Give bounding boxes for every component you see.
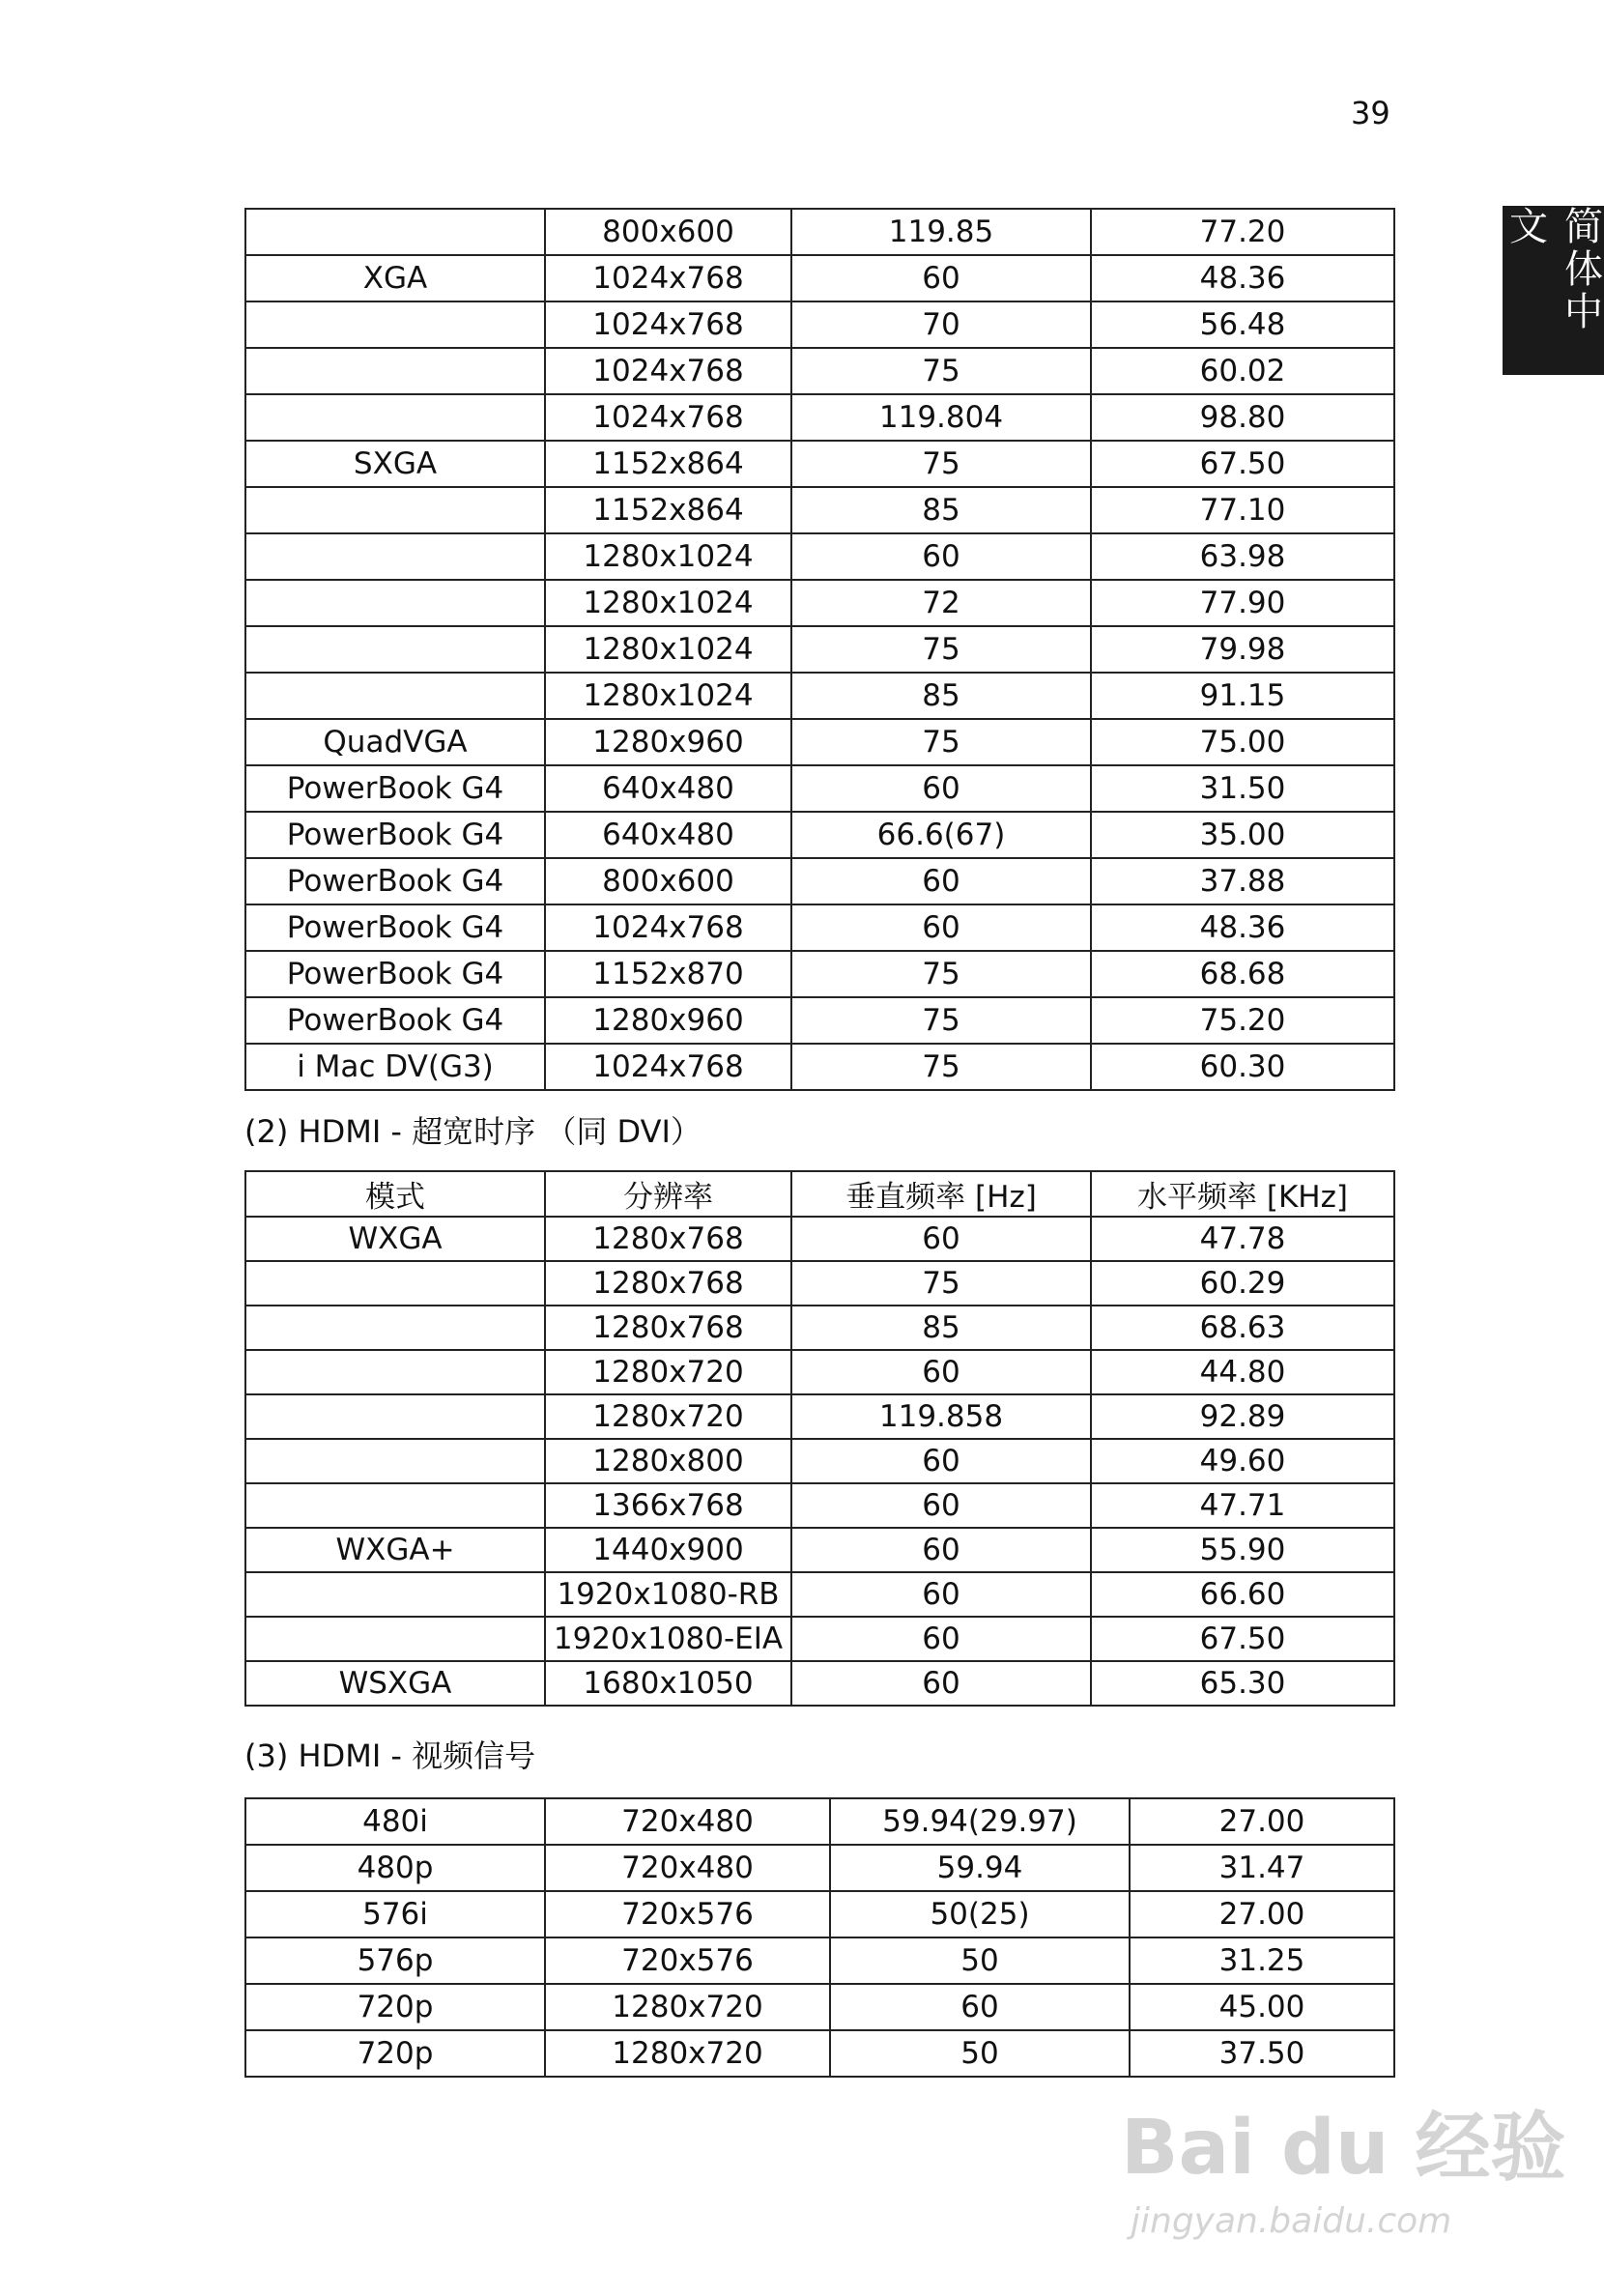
table-cell: 60.02 — [1091, 348, 1394, 394]
table-cell: 720x576 — [545, 1891, 830, 1937]
table-cell: 60 — [791, 255, 1091, 301]
table-cell: 1280x800 — [545, 1439, 791, 1483]
table-cell: 720x480 — [545, 1845, 830, 1891]
table-cell — [245, 348, 545, 394]
table-cell — [245, 580, 545, 626]
table-row — [245, 951, 1394, 997]
table-cell: 119.85 — [791, 209, 1091, 255]
table-cell: 60 — [791, 1528, 1091, 1572]
table-row — [245, 1798, 1394, 1845]
table-cell: 1280x720 — [545, 1394, 791, 1439]
page-number: 39 — [1351, 95, 1390, 131]
table-cell: 31.50 — [1091, 765, 1394, 812]
table-row — [245, 1984, 1394, 2030]
table-cell: XGA — [245, 255, 545, 301]
table-cell: 65.30 — [1091, 1661, 1394, 1706]
table-cell: 800x600 — [545, 209, 791, 255]
table-cell: 1280x768 — [545, 1217, 791, 1261]
table-cell: 119.804 — [791, 394, 1091, 441]
table-cell: 60 — [791, 1572, 1091, 1617]
table-cell — [245, 487, 545, 533]
table-cell: 1152x864 — [545, 441, 791, 487]
table-cell: 66.60 — [1091, 1572, 1394, 1617]
table-cell: 50 — [830, 2030, 1130, 2077]
table-row — [245, 348, 1394, 394]
column-header: 水平频率 [KHz] — [1091, 1171, 1394, 1217]
table-cell: 1024x768 — [545, 904, 791, 951]
table-cell: 75 — [791, 348, 1091, 394]
table-cell: 1280x720 — [545, 1350, 791, 1394]
table-cell: 60 — [791, 765, 1091, 812]
table-row — [245, 1217, 1394, 1261]
table-cell: 85 — [791, 1306, 1091, 1350]
table-cell: 1366x768 — [545, 1483, 791, 1528]
table-cell: 75 — [791, 997, 1091, 1044]
table-cell: 60 — [791, 904, 1091, 951]
table-cell — [245, 1394, 545, 1439]
table-cell: 1024x768 — [545, 1044, 791, 1090]
table-cell: SXGA — [245, 441, 545, 487]
section-heading-hdmi-wide: (2) HDMI - 超宽时序 （同 DVI） — [244, 1113, 702, 1150]
table-cell: 1280x1024 — [545, 580, 791, 626]
table-cell: PowerBook G4 — [245, 858, 545, 904]
table-cell: 60 — [791, 533, 1091, 580]
table-row — [245, 997, 1394, 1044]
table-cell: 1152x870 — [545, 951, 791, 997]
watermark-brand: Bai du 经验 — [1121, 2105, 1566, 2192]
table-cell: 55.90 — [1091, 1528, 1394, 1572]
table-cell: 45.00 — [1130, 1984, 1394, 2030]
table-row — [245, 1845, 1394, 1891]
table-cell: 68.63 — [1091, 1306, 1394, 1350]
table-row — [245, 1617, 1394, 1661]
table-cell: 1920x1080-EIA — [545, 1617, 791, 1661]
table-row — [245, 1044, 1394, 1090]
table-cell: 1024x768 — [545, 255, 791, 301]
hdmi-wide-timing-table — [244, 1170, 1395, 1707]
table-cell: 640x480 — [545, 812, 791, 858]
table-cell: 60 — [791, 1661, 1091, 1706]
table-cell: 75 — [791, 1261, 1091, 1306]
table-cell: PowerBook G4 — [245, 997, 545, 1044]
table-cell — [245, 1483, 545, 1528]
table-cell: 37.50 — [1130, 2030, 1394, 2077]
table-cell: 60 — [791, 1217, 1091, 1261]
table-row — [245, 1937, 1394, 1984]
table-cell: 1440x900 — [545, 1528, 791, 1572]
table-cell: 70 — [791, 301, 1091, 348]
table-cell: 576i — [245, 1891, 545, 1937]
table-cell: 27.00 — [1130, 1798, 1394, 1845]
table-cell: 1280x1024 — [545, 673, 791, 719]
table-cell: 1280x768 — [545, 1306, 791, 1350]
table-cell: 720x576 — [545, 1937, 830, 1984]
table-cell: PowerBook G4 — [245, 951, 545, 997]
table-cell — [245, 1350, 545, 1394]
table-header-row — [245, 1171, 1394, 1217]
table-cell: 59.94 — [830, 1845, 1130, 1891]
table-cell — [245, 301, 545, 348]
table-cell: 63.98 — [1091, 533, 1394, 580]
table-cell: 60 — [830, 1984, 1130, 2030]
table-cell: 56.48 — [1091, 301, 1394, 348]
table-cell: 50 — [830, 1937, 1130, 1984]
table-cell: 47.71 — [1091, 1483, 1394, 1528]
table-cell: 1280x960 — [545, 997, 791, 1044]
table-cell: PowerBook G4 — [245, 904, 545, 951]
watermark-site: jingyan.baidu.com — [1131, 2201, 1452, 2241]
table-cell: 75 — [791, 951, 1091, 997]
table-cell: 800x600 — [545, 858, 791, 904]
table-row — [245, 858, 1394, 904]
table-cell — [245, 626, 545, 673]
table-cell: 640x480 — [545, 765, 791, 812]
table-row — [245, 765, 1394, 812]
table-cell: 1280x960 — [545, 719, 791, 765]
table-cell: 480i — [245, 1798, 545, 1845]
table-row — [245, 904, 1394, 951]
table-cell — [245, 209, 545, 255]
section-heading-hdmi-video: (3) HDMI - 视频信号 — [244, 1737, 536, 1774]
table-cell: 1920x1080-RB — [545, 1572, 791, 1617]
table-row — [245, 301, 1394, 348]
table-cell: 67.50 — [1091, 1617, 1394, 1661]
table-cell: 720p — [245, 1984, 545, 2030]
table-cell: 60.29 — [1091, 1261, 1394, 1306]
table-cell: 60 — [791, 1483, 1091, 1528]
table-cell — [245, 1261, 545, 1306]
table-cell: 66.6(67) — [791, 812, 1091, 858]
table-cell: 27.00 — [1130, 1891, 1394, 1937]
table-cell — [245, 1306, 545, 1350]
table-cell: 75.00 — [1091, 719, 1394, 765]
table-cell: 60 — [791, 1439, 1091, 1483]
side-tab-label: 简体中文 — [1503, 206, 1603, 333]
table-cell: 1280x720 — [545, 1984, 830, 2030]
table-cell: 480p — [245, 1845, 545, 1891]
table-cell: 1280x720 — [545, 2030, 830, 2077]
table-cell: 1024x768 — [545, 394, 791, 441]
vga-timing-table — [244, 208, 1395, 1091]
table-cell: 48.36 — [1091, 255, 1394, 301]
table-row — [245, 1528, 1394, 1572]
table-cell: 35.00 — [1091, 812, 1394, 858]
table-cell: 31.47 — [1130, 1845, 1394, 1891]
table-cell: 77.90 — [1091, 580, 1394, 626]
column-header: 模式 — [245, 1171, 545, 1217]
table-cell: 49.60 — [1091, 1439, 1394, 1483]
table-cell: 92.89 — [1091, 1394, 1394, 1439]
table-cell: 1680x1050 — [545, 1661, 791, 1706]
table-cell: WXGA — [245, 1217, 545, 1261]
table-cell: 67.50 — [1091, 441, 1394, 487]
table-cell: 91.15 — [1091, 673, 1394, 719]
table-cell: i Mac DV(G3) — [245, 1044, 545, 1090]
table-cell: 75 — [791, 441, 1091, 487]
table-row — [245, 441, 1394, 487]
table-cell: 1280x768 — [545, 1261, 791, 1306]
hdmi-video-signal-table — [244, 1797, 1395, 2078]
table-cell: WXGA+ — [245, 1528, 545, 1572]
table-cell: QuadVGA — [245, 719, 545, 765]
table-cell: 75.20 — [1091, 997, 1394, 1044]
table-row — [245, 394, 1394, 441]
table-cell — [245, 394, 545, 441]
table-row — [245, 1661, 1394, 1706]
column-header: 垂直频率 [Hz] — [791, 1171, 1091, 1217]
table-cell: 85 — [791, 487, 1091, 533]
table-cell: 68.68 — [1091, 951, 1394, 997]
table-row — [245, 1572, 1394, 1617]
table-cell: 576p — [245, 1937, 545, 1984]
table-cell: PowerBook G4 — [245, 765, 545, 812]
table-cell: 60.30 — [1091, 1044, 1394, 1090]
language-side-tab — [1503, 206, 1604, 375]
table-cell: 1152x864 — [545, 487, 791, 533]
table-row — [245, 1891, 1394, 1937]
table-cell: 47.78 — [1091, 1217, 1394, 1261]
table-cell: 31.25 — [1130, 1937, 1394, 1984]
table-row — [245, 580, 1394, 626]
table-cell: 119.858 — [791, 1394, 1091, 1439]
table-cell: 60 — [791, 1350, 1091, 1394]
table-row — [245, 673, 1394, 719]
table-cell: 77.10 — [1091, 487, 1394, 533]
table-row — [245, 487, 1394, 533]
table-cell: 720p — [245, 2030, 545, 2077]
table-row — [245, 2030, 1394, 2077]
table-cell: 79.98 — [1091, 626, 1394, 673]
table-cell: 60 — [791, 1617, 1091, 1661]
table-row — [245, 533, 1394, 580]
table-row — [245, 1439, 1394, 1483]
table-cell: 59.94(29.97) — [830, 1798, 1130, 1845]
table-cell: 50(25) — [830, 1891, 1130, 1937]
table-cell: 1024x768 — [545, 348, 791, 394]
table-row — [245, 812, 1394, 858]
table-cell — [245, 1572, 545, 1617]
table-row — [245, 1350, 1394, 1394]
table-cell: 75 — [791, 626, 1091, 673]
table-cell: 98.80 — [1091, 394, 1394, 441]
table-cell: 720x480 — [545, 1798, 830, 1845]
baidu-jingyan-watermark — [1121, 2087, 1566, 2241]
table-row — [245, 209, 1394, 255]
table-cell: 1280x1024 — [545, 533, 791, 580]
table-cell: 85 — [791, 673, 1091, 719]
table-cell: WSXGA — [245, 1661, 545, 1706]
table-cell: 75 — [791, 719, 1091, 765]
table-cell: 75 — [791, 1044, 1091, 1090]
table-cell — [245, 533, 545, 580]
table-cell: 44.80 — [1091, 1350, 1394, 1394]
table-row — [245, 1306, 1394, 1350]
table-cell: PowerBook G4 — [245, 812, 545, 858]
table-cell — [245, 1617, 545, 1661]
table-row — [245, 1261, 1394, 1306]
table-row — [245, 255, 1394, 301]
table-cell: 1024x768 — [545, 301, 791, 348]
table-cell — [245, 1439, 545, 1483]
column-header: 分辨率 — [545, 1171, 791, 1217]
table-cell: 1280x1024 — [545, 626, 791, 673]
table-row — [245, 1483, 1394, 1528]
table-cell: 60 — [791, 858, 1091, 904]
table-row — [245, 719, 1394, 765]
table-cell: 48.36 — [1091, 904, 1394, 951]
table-row — [245, 626, 1394, 673]
table-cell: 37.88 — [1091, 858, 1394, 904]
table-cell: 77.20 — [1091, 209, 1394, 255]
table-cell — [245, 673, 545, 719]
table-cell: 72 — [791, 580, 1091, 626]
table-row — [245, 1394, 1394, 1439]
